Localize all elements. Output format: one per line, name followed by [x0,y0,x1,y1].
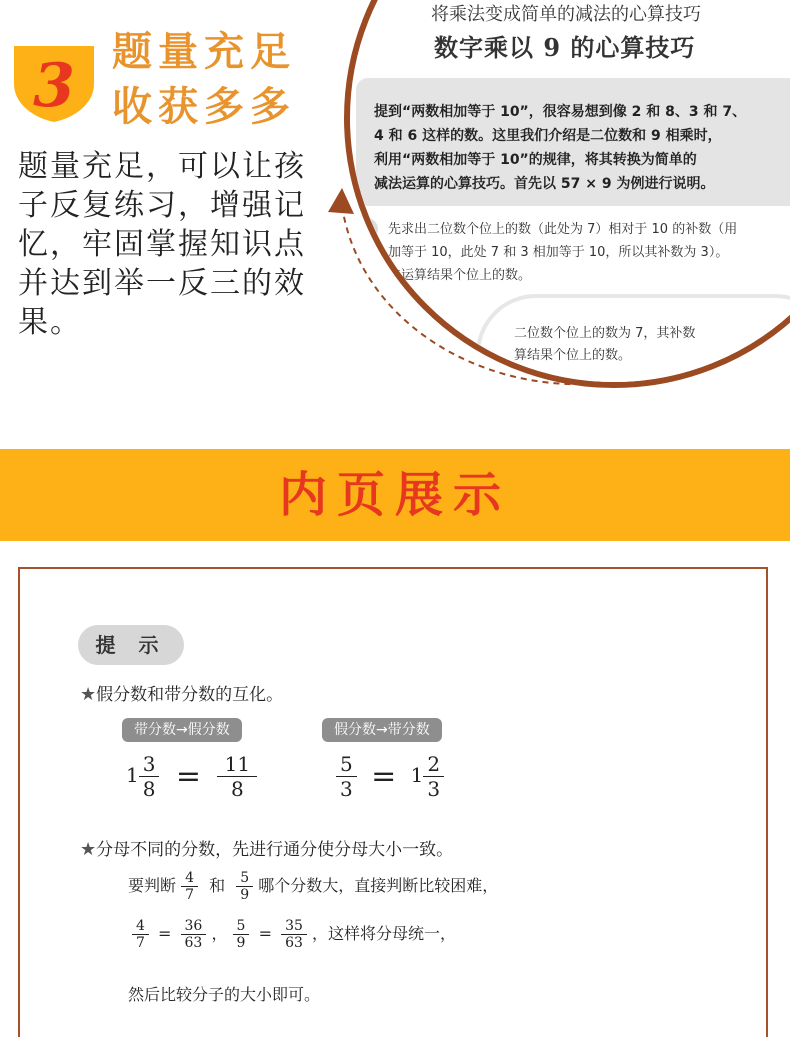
equals-sign: = [158,924,172,943]
feature-heading-line1: 题量充足 [112,28,296,75]
numerator: 4 [185,870,195,886]
magnifier-preview [344,0,790,388]
denominator: 63 [181,934,207,951]
note-row-1 [80,680,283,705]
preview-step-line: 法运算结果个位上的数。 [388,268,532,283]
denominator: 7 [181,886,198,903]
equation-improper-to-mixed [336,752,444,801]
badge-number: 3 [33,51,75,121]
comma: ， [211,924,228,943]
convert-line [132,918,456,951]
numerator: 5 [340,752,353,776]
denominator: 3 [423,776,444,801]
numerator: 3 [142,752,156,776]
preview-intro-line: 减法运算的心算技巧。首先以 57 × 9 为例进行说明。 [374,176,715,192]
preview-cloud-box [476,294,790,388]
denominator: 7 [132,934,149,951]
section-banner [0,449,790,541]
preview-intro-line: 4 和 6 这样的数。这里我们介绍是二位数和 9 相乘时， [374,128,722,144]
numerator: 4 [136,918,145,934]
denominator: 9 [233,934,250,951]
preview-title: 数字乘以 9 的心算技巧 [434,33,696,62]
denominator: 9 [236,886,253,903]
star-icon: ★ [80,839,97,860]
feature-body-line: 子反复练习，增强记 [18,188,306,223]
compare-and: 和 [209,876,226,895]
pill-improper-to-mixed: 假分数→带分数 [322,718,442,742]
star-icon: ★ [80,684,97,705]
preview-step-line: 先求出二位数个位上的数（此处为 7）相对于 10 的补数（用 [388,222,738,237]
pill-mixed-to-improper: 带分数→假分数 [122,718,242,742]
equation-mixed-to-improper [126,752,257,801]
compare-line [128,870,498,903]
compare-suffix: 哪个分数大，直接判断比较困难， [258,876,499,895]
preview-cloud-line: 二位数个位上的数为 7，其补数 [514,326,696,341]
denominator: 63 [281,934,307,951]
preview-top-text: 将乘法变成简单的减法的心算技巧 [431,4,701,25]
numerator: 5 [240,870,250,886]
note-text: 假分数和带分数的互化。 [96,685,284,705]
convert-suffix: ，这样将分母统一， [311,924,456,943]
preview-cloud-line: 算结果个位上的数。 [514,348,632,363]
tip-label: 提 示 [78,625,184,665]
equals-sign: = [371,759,397,794]
numerator: 11 [224,752,251,776]
compare-prefix: 要判断 [128,876,177,895]
feature-body-line: 并达到举一反三的效 [18,266,306,301]
preview-intro-line: 利用“两数相加等于 10”的规律，将其转换为简单的 [374,152,697,168]
note-row-2 [80,835,453,860]
note-text: 分母不同的分数，先进行通分使分母大小一致。 [96,840,454,860]
preview-intro-line: 提到“两数相加等于 10”，很容易想到像 2 和 8、3 和 7、 [374,104,747,120]
banner-title: 内页展示 [278,467,511,523]
feature-body-line: 忆，牢固掌握知识点 [18,227,306,262]
numerator: 5 [236,918,246,934]
denominator: 3 [336,776,357,801]
feature-heading-line2: 收获多多 [112,83,296,130]
numerator: 35 [285,918,303,934]
denominator: 8 [217,776,257,801]
conclusion-text: 然后比较分子的大小即可。 [128,985,321,1004]
shield-badge [8,40,100,124]
preview-step-line: 加等于 10，此处 7 和 3 相加等于 10，所以其补数为 3）。 [388,245,729,260]
whole-number: 1 [126,763,139,787]
feature-body-line: 果。 [18,305,82,340]
whole-number: 1 [410,763,424,787]
numerator: 2 [427,752,441,776]
equals-sign: = [258,924,272,943]
preview-step-number: 1 [356,218,378,240]
feature-body-line: 题量充足，可以让孩 [18,149,306,184]
numerator: 36 [184,918,203,934]
equals-sign: = [175,759,201,794]
denominator: 8 [139,776,160,801]
